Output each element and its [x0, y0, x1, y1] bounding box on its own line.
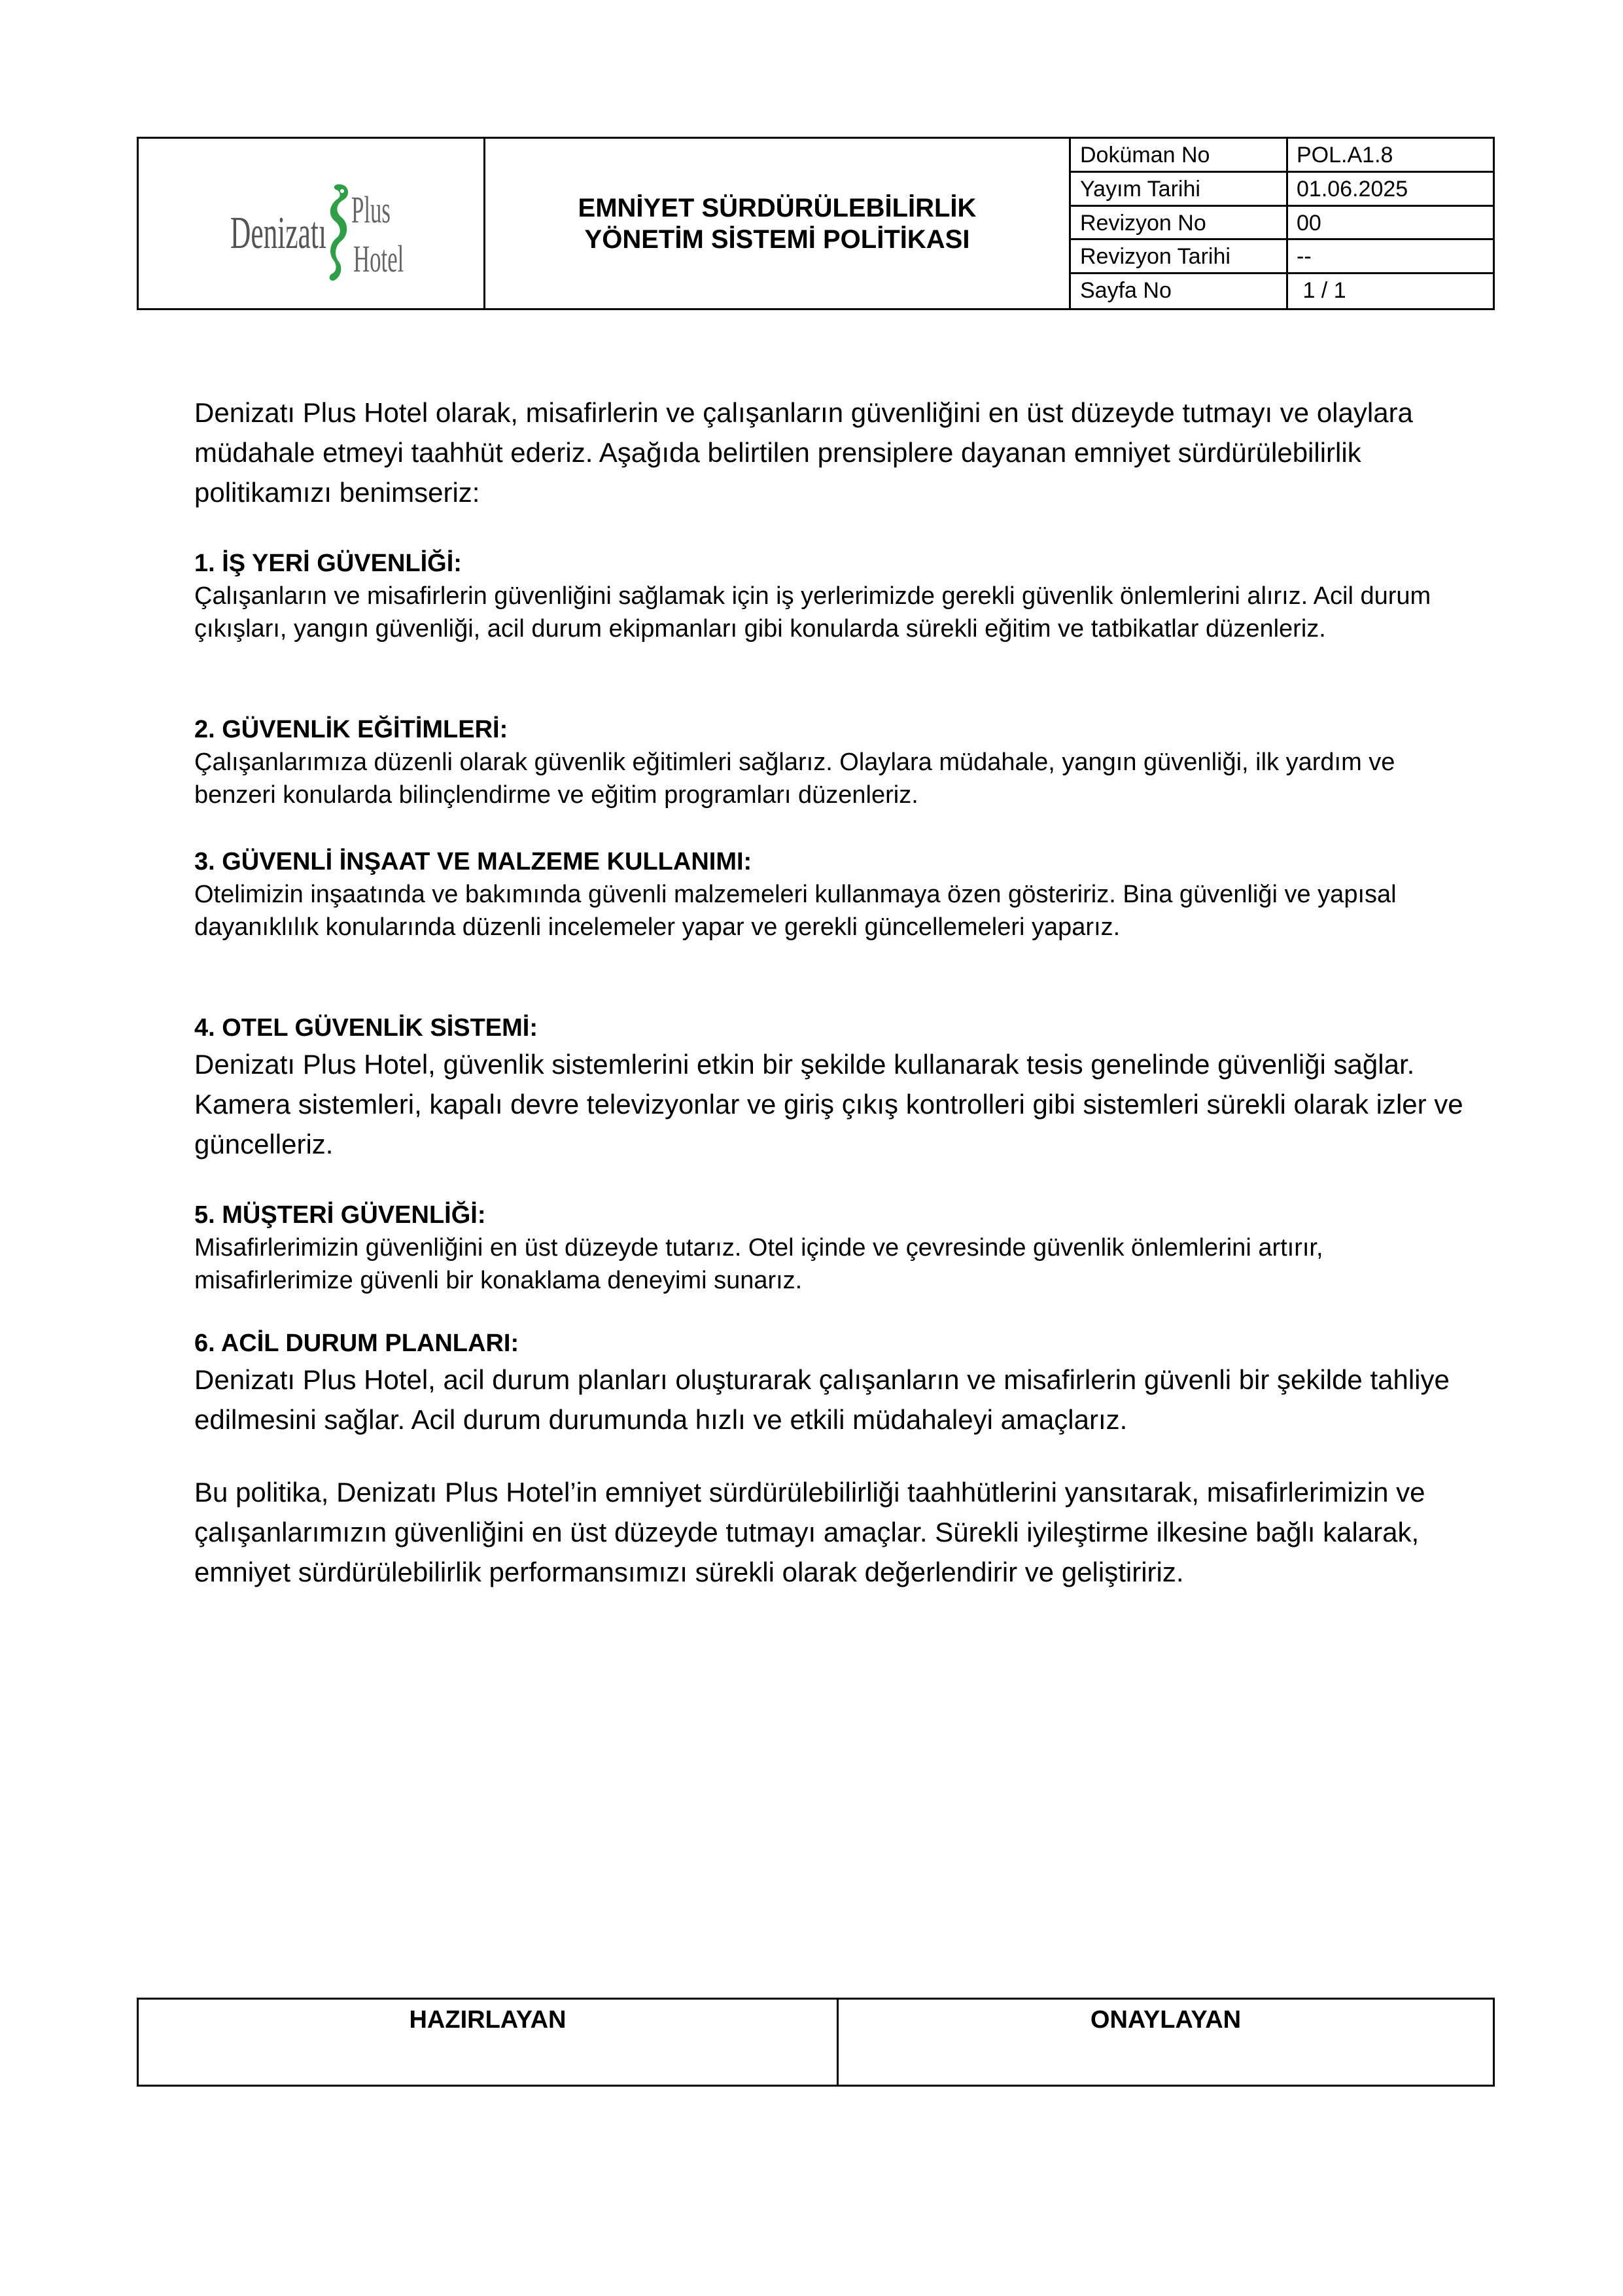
section-text: Otelimizin inşaatında ve bakımında güvenli malzemeleri kullanmaya özen gösteririz. Bina güvenliği ve yapısal dayanıklılık konularında düzenli incelemeler yapar ve gerekli güncellemeleri yaparız.: [194, 881, 1397, 941]
document-title: [485, 139, 1071, 308]
document-meta-table: [1071, 139, 1493, 308]
meta-key: Revizyon Tarihi: [1080, 244, 1230, 270]
meta-key: Revizyon No: [1080, 210, 1206, 236]
document-header: [137, 137, 1495, 310]
title-line-1: EMNİYET SÜRDÜRÜLEBİLİRLİK: [578, 193, 977, 222]
section-title: 6. ACİL DURUM PLANLARI:: [194, 1330, 519, 1357]
section-text: Çalışanların ve misafirlerin güvenliğini sağlamak için iş yerlerimizde gerekli güvenlik önlemlerini alırız. Acil durum çıkışları, yangın güvenliği, acil durum ekipmanları gibi konularda sürekli eğitim ve tatbikatlar düzenleriz.: [194, 582, 1431, 643]
approved-by-label: ONAYLAYAN: [1090, 2006, 1242, 2034]
meta-value: 01.06.2025: [1297, 176, 1408, 202]
meta-value: 00: [1297, 210, 1321, 236]
section-4: [194, 1012, 1476, 1164]
section-title: 2. GÜVENLİK EĞİTİMLERİ:: [194, 716, 508, 743]
logo-plus-text: Plus: [351, 188, 391, 231]
title-line-2: YÖNETİM SİSTEMİ POLİTİKASI: [584, 224, 970, 254]
section-6: [194, 1327, 1476, 1439]
section-title: 1. İŞ YERİ GÜVENLİĞİ:: [194, 550, 462, 577]
prepared-by-label: HAZIRLAYAN: [409, 2006, 567, 2034]
prepared-by-cell: [139, 2000, 839, 2085]
meta-value: 1 / 1: [1297, 278, 1346, 304]
intro-block: [194, 393, 1476, 512]
section-1: [194, 547, 1476, 645]
meta-row-document-no: [1071, 139, 1493, 173]
section-5: [194, 1199, 1476, 1297]
logo-hotel-text: Hotel: [353, 238, 404, 280]
logo-brand-text: Denizatı: [230, 208, 327, 258]
section-title: 3. GÜVENLİ İNŞAAT VE MALZEME KULLANIMI:: [194, 848, 752, 875]
section-text: Denizatı Plus Hotel, güvenlik sistemlerini etkin bir şekilde kullanarak tesis genelinde güvenliği sağlar. Kamera sistemleri, kapalı devre televizyonlar ve giriş çıkış kontrolleri gibi sistemleri sürekli olarak izler ve güncelleriz.: [194, 1049, 1463, 1159]
closing-paragraph: Bu politika, Denizatı Plus Hotel’in emniyet sürdürülebilirliği taahhütlerini yansıtarak, misafirlerimizin ve çalışanlarımızın güvenliğini en üst düzeyde tutmayı amaçlar. Sürekli iyileştirme ilkesine bağlı kalarak, emniyet sürdürülebilirlik performansımızı sürekli olarak değerlendirir ve geliştiririz.: [194, 1477, 1425, 1587]
approved-by-cell: [839, 2000, 1493, 2085]
intro-paragraph: Denizatı Plus Hotel olarak, misafirlerin ve çalışanların güvenliğini en üst düzeyde tutmayı ve olaylara müdahale etmeyi taahhüt ederiz. Aşağıda belirtilen prensiplere dayanan emniyet sürdürülebilirlik politikamızı benimseriz:: [194, 397, 1413, 508]
meta-row-revision-no: [1071, 207, 1493, 241]
meta-row-page-no: [1071, 274, 1493, 308]
signature-table: [137, 1998, 1495, 2087]
closing-block: [194, 1472, 1476, 1592]
hotel-logo: [230, 175, 427, 286]
meta-value: --: [1297, 244, 1312, 270]
meta-key: Yayım Tarihi: [1080, 176, 1200, 202]
logo-cell: [139, 139, 485, 308]
seahorse-icon: [322, 178, 355, 286]
section-text: Misafirlerimizin güvenliğini en üst düzeyde tutarız. Otel içinde ve çevresinde güvenlik önlemlerini artırır, misafirlerimize güvenli bir konaklama deneyimi sunarız.: [194, 1234, 1323, 1294]
meta-row-revision-date: [1071, 240, 1493, 274]
section-title: 4. OTEL GÜVENLİK SİSTEMİ:: [194, 1014, 538, 1042]
meta-key: Doküman No: [1080, 143, 1210, 168]
meta-row-publish-date: [1071, 173, 1493, 207]
section-text: Denizatı Plus Hotel, acil durum planları oluşturarak çalışanların ve misafirlerin güvenli bir şekilde tahliye edilmesini sağlar. Acil durum durumunda hızlı ve etkili müdahaleyi amaçlarız.: [194, 1364, 1450, 1435]
section-text: Çalışanlarımıza düzenli olarak güvenlik eğitimleri sağlarız. Olaylara müdahale, yangın güvenliği, ilk yardım ve benzeri konularda bilinçlendirme ve eğitim programları düzenleriz.: [194, 749, 1395, 809]
section-3: [194, 845, 1476, 944]
section-title: 5. MÜŞTERİ GÜVENLİĞİ:: [194, 1201, 486, 1229]
section-2: [194, 713, 1476, 811]
meta-value: POL.A1.8: [1297, 143, 1393, 168]
meta-key: Sayfa No: [1080, 278, 1172, 304]
